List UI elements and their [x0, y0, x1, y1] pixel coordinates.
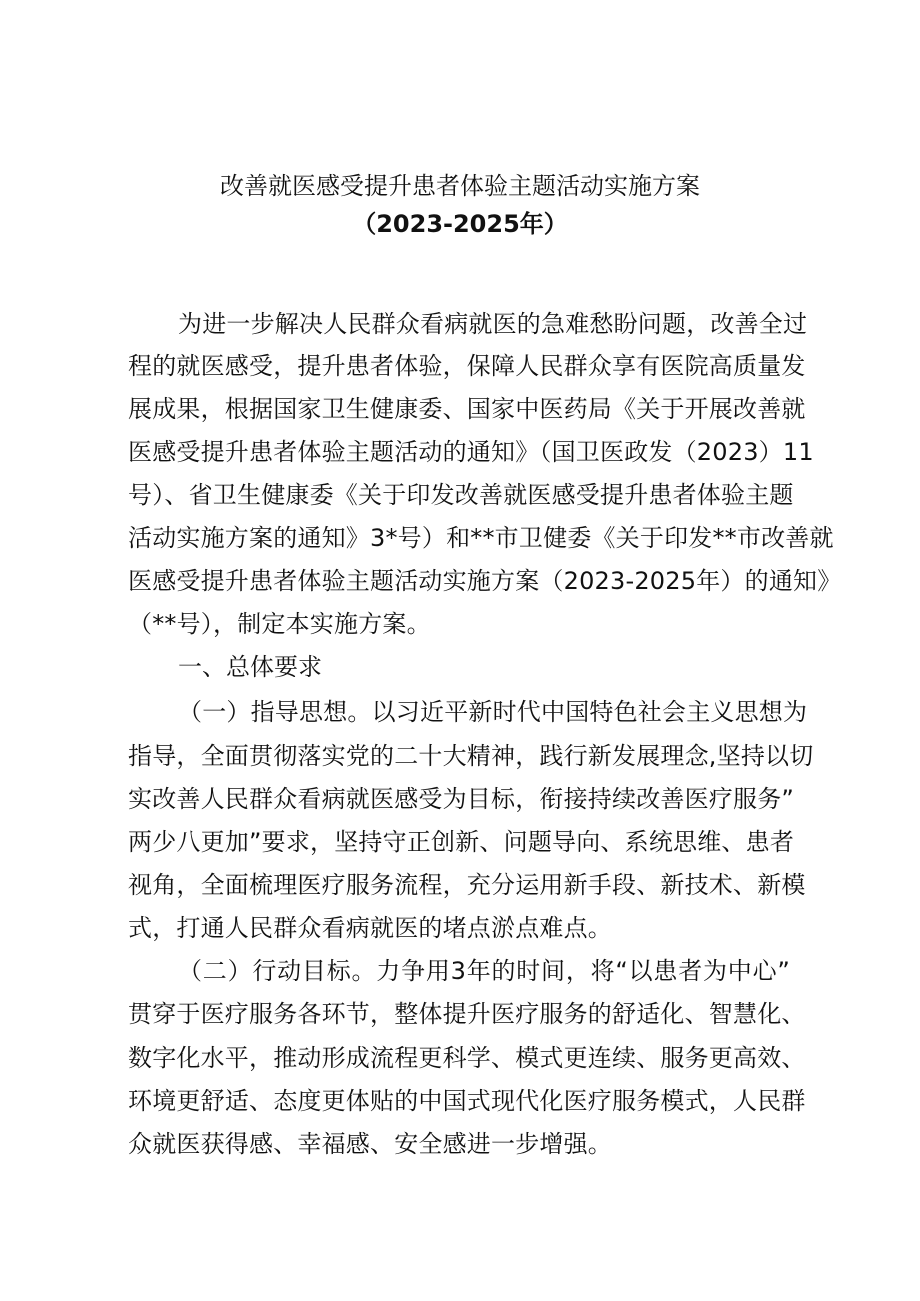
paragraph-line: 贯穿于医疗服务各环节，整体提升医疗服务的舒适化、智慧化、: [128, 1000, 806, 1028]
document-title: 改善就医感受提升患者体验主题活动实施方案: [220, 172, 700, 200]
paragraph-line: 两少八更加”要求，坚持守正创新、问题导向、系统思维、患者: [128, 828, 795, 856]
paragraph-line: 活动实施方案的通知》3*号）和**市卫健委《关于印发**市改善就: [128, 524, 834, 552]
paragraph-line: 指导，全面贯彻落实党的二十大精神，践行新发展理念,坚持以切: [128, 742, 814, 770]
paragraph-line: 号）、省卫生健康委《关于印发改善就医感受提升患者体验主题: [128, 481, 794, 509]
paragraph-line: 视角，全面梳理医疗服务流程，充分运用新手段、新技术、新模: [128, 871, 806, 899]
paragraph-line: （一）指导思想。以习近平新时代中国特色社会主义思想为: [178, 698, 808, 726]
paragraph-line: （**号），制定本实施方案。: [128, 610, 431, 638]
paragraph-line: 医感受提升患者体验主题活动的通知》（国卫医政发（2023）11: [128, 438, 814, 466]
paragraph-line: 程的就医感受，提升患者体验，保障人民群众享有医院高质量发: [128, 352, 806, 380]
paragraph-line: 数字化水平，推动形成流程更科学、模式更连续、服务更高效、: [128, 1044, 806, 1072]
document-subtitle: （2023-2025年）: [352, 210, 568, 238]
paragraph-line: 实改善人民群众看病就医感受为目标，衔接持续改善医疗服务”: [128, 785, 795, 813]
paragraph-line: 环境更舒适、态度更体贴的中国式现代化医疗服务模式，人民群: [128, 1087, 806, 1115]
paragraph-line: 众就医获得感、幸福感、安全感进一步增强。: [128, 1130, 612, 1158]
paragraph-line: 展成果，根据国家卫生健康委、国家中医药局《关于开展改善就: [128, 395, 806, 423]
paragraph-line: 医感受提升患者体验主题活动实施方案（2023-2025年）的通知》: [128, 567, 842, 595]
paragraph-line: 为进一步解决人民群众看病就医的急难愁盼问题，改善全过: [178, 310, 808, 338]
section-heading: 一、总体要求: [178, 653, 322, 681]
paragraph-line: （二）行动目标。力争用3年的时间，将“以患者为中心”: [178, 957, 790, 985]
paragraph-line: 式，打通人民群众看病就医的堵点淤点难点。: [128, 914, 612, 942]
